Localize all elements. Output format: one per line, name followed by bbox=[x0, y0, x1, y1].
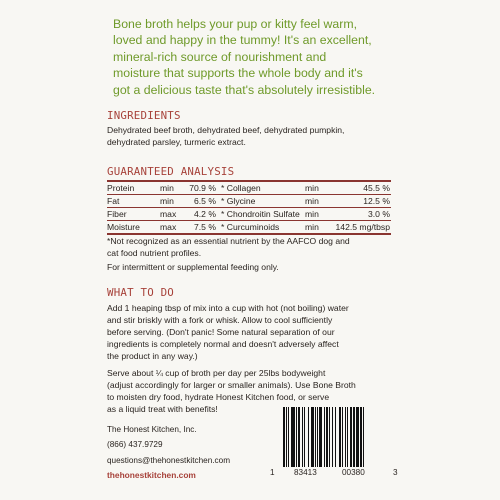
company-phone: (866) 437.9729 bbox=[107, 440, 163, 449]
nutrient-name: * Curcuminoids bbox=[221, 222, 280, 232]
upc-barcode bbox=[283, 407, 386, 467]
intro-paragraph bbox=[113, 16, 381, 98]
analysis-row bbox=[107, 182, 391, 194]
nutrient-value: 70.9 % bbox=[189, 183, 216, 193]
nutrient-qualifier: min bbox=[160, 196, 174, 206]
barcode-digit: 3 bbox=[393, 468, 398, 477]
company-website: thehonestkitchen.com bbox=[107, 470, 196, 480]
nutrient-qualifier: max bbox=[160, 209, 177, 219]
analysis-row bbox=[107, 208, 391, 220]
ingredients-line: dehydrated parsley, turmeric extract. bbox=[107, 137, 246, 147]
company-name: The Honest Kitchen, Inc. bbox=[107, 425, 197, 434]
feeding-note: For intermittent or supplemental feeding only. bbox=[107, 262, 279, 272]
nutrient-value: 6.5 % bbox=[194, 196, 216, 206]
nutrient-name: * Chondroitin Sulfate bbox=[221, 209, 300, 219]
analysis-row bbox=[107, 221, 391, 233]
instructions-line: the product in any way.) bbox=[107, 351, 198, 361]
nutrient-value: 7.5 % bbox=[194, 222, 216, 232]
nutrient-qualifier: min bbox=[305, 196, 319, 206]
analysis-row bbox=[107, 195, 391, 207]
footnote-line: cat food nutrient profiles. bbox=[107, 248, 202, 258]
intro-line: Bone broth helps your pup or kitty feel warm, bbox=[113, 17, 358, 31]
nutrient-qualifier: min bbox=[160, 183, 174, 193]
nutrient-qualifier: min bbox=[305, 183, 319, 193]
instructions-line: ingredients is completely normal and doesn't adversely affect bbox=[107, 339, 339, 349]
nutrient-qualifier: min bbox=[305, 222, 319, 232]
barcode-digit: 00380 bbox=[342, 468, 365, 477]
nutrient-value: 142.5 mg/tbsp bbox=[335, 222, 390, 232]
nutrient-name: Fiber bbox=[107, 209, 127, 219]
analysis-heading: GUARANTEED ANALYSIS bbox=[107, 165, 235, 178]
serving-line: as a liquid treat with benefits! bbox=[107, 404, 218, 414]
nutrient-name: Protein bbox=[107, 183, 135, 193]
nutrient-value: 45.5 % bbox=[363, 183, 390, 193]
what-to-do-heading: WHAT TO DO bbox=[107, 286, 175, 299]
nutrient-value: 12.5 % bbox=[363, 196, 390, 206]
barcode-digit: 83413 bbox=[294, 468, 317, 477]
ingredients-list bbox=[107, 124, 397, 148]
nutrient-name: Fat bbox=[107, 196, 120, 206]
instructions-line: before serving. (Don't panic! Some natural separation of our bbox=[107, 327, 335, 337]
intro-line: loved and happy in the tummy! It's an excellent, bbox=[113, 33, 372, 48]
serving-line: to moisten dry food, hydrate Honest Kitchen food, or serve bbox=[107, 392, 330, 402]
nutrient-name: * Glycine bbox=[221, 196, 256, 206]
instructions-paragraph bbox=[107, 302, 397, 362]
ingredients-line: Dehydrated beef broth, dehydrated beef, dehydrated pumpkin, bbox=[107, 125, 345, 135]
instructions-line: Add 1 heaping tbsp of mix into a cup with hot (not boiling) water bbox=[107, 303, 349, 313]
nutrient-value: 4.2 % bbox=[194, 209, 216, 219]
intro-line: got a delicious taste that's absolutely irresistible. bbox=[113, 82, 376, 97]
serving-line: Serve about ¼ cup of broth per day per 25lbs bodyweight bbox=[107, 368, 326, 378]
barcode-space bbox=[364, 407, 365, 467]
nutrient-qualifier: min bbox=[305, 209, 319, 219]
analysis-footnote bbox=[107, 235, 402, 259]
nutrient-name: Moisture bbox=[107, 222, 140, 232]
barcode-digit: 1 bbox=[270, 468, 275, 477]
nutrient-value: 3.0 % bbox=[368, 209, 390, 219]
ingredients-heading: INGREDIENTS bbox=[107, 109, 181, 122]
nutrient-name: * Collagen bbox=[221, 183, 261, 193]
intro-line: mineral-rich source of nourishment and bbox=[113, 49, 327, 64]
company-email: questions@thehonestkitchen.com bbox=[107, 456, 231, 465]
instructions-line: and stir briskly with a fork or whisk. Allow to cool sufficiently bbox=[107, 315, 333, 325]
nutrient-qualifier: max bbox=[160, 222, 177, 232]
serving-line: (adjust accordingly for larger or smaller animals). Use Bone Broth bbox=[107, 380, 356, 390]
intro-line: moisture that supports the whole body and it's bbox=[113, 66, 363, 81]
footnote-line: *Not recognized as an essential nutrient by the AAFCO dog and bbox=[107, 236, 350, 246]
